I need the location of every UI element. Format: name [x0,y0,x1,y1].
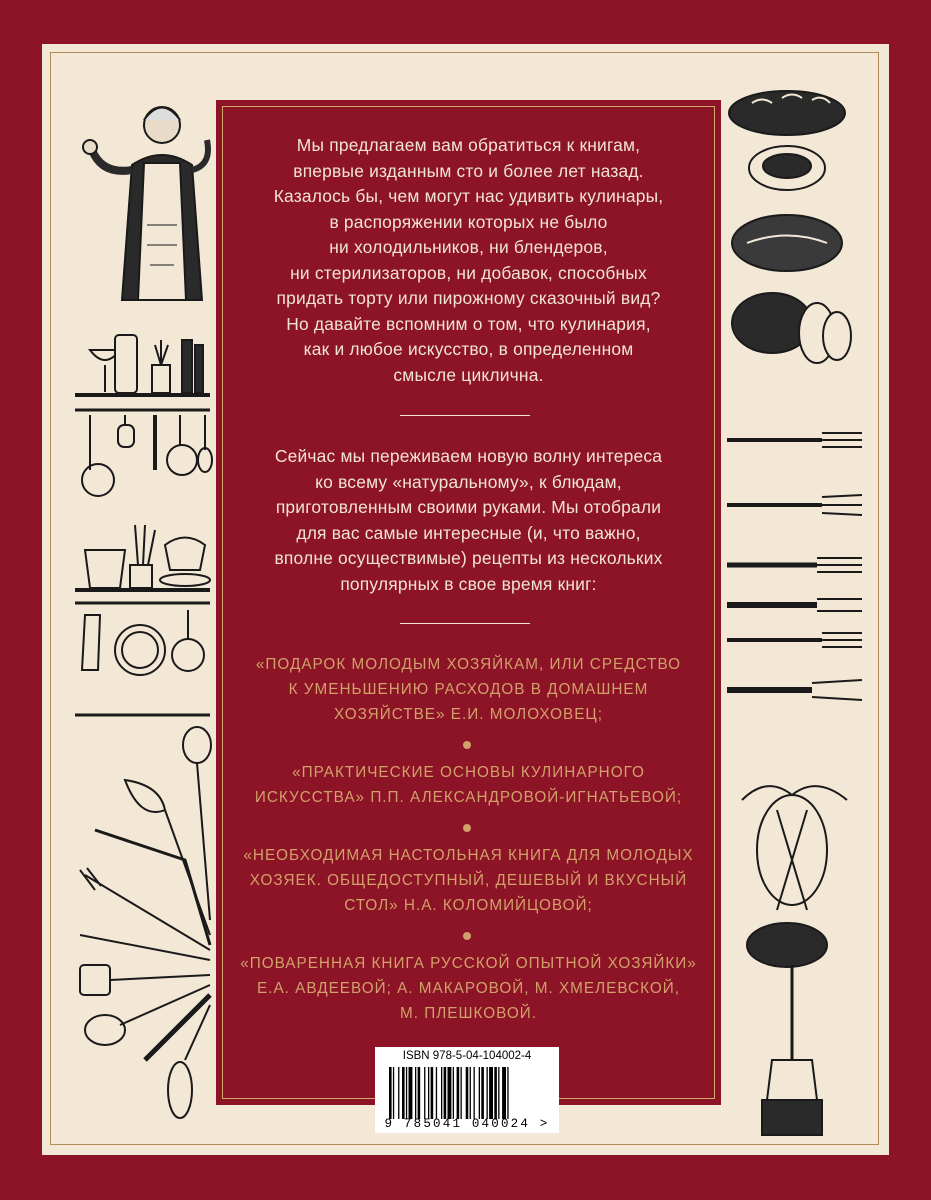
book-line: ИСКУССТВА» П.П. АЛЕКСАНДРОВОЙ-ИГНАТЬЕВОЙ; [254,789,683,806]
text-line: впервые изданным сто и более лет назад. [293,160,644,181]
book-line: «ПРАКТИЧЕСКИЕ ОСНОВЫ КУЛИНАРНОГО [292,764,645,781]
fish-platter-icon [722,760,872,1140]
kitchen-shelf-icon [70,320,215,720]
book-entry [222,652,715,727]
book-line: ХОЗЯЕК. ОБЩЕДОСТУПНЫЙ, ДЕШЕВЫЙ И ВКУСНЫЙ [249,872,688,889]
text-line: смысле циклична. [393,364,544,385]
book-line: ХОЗЯЙСТВЕ» Е.И. МОЛОХОВЕЦ; [334,706,603,723]
book-line: СТОЛ» Н.А. КОЛОМИЙЦОВОЙ; [344,897,593,914]
text-line: приготовленным своими руками. Мы отобрали [275,497,662,517]
book-line: «ПОДАРОК МОЛОДЫМ ХОЗЯЙКАМ, ИЛИ СРЕДСТВО [255,656,682,673]
book-entry [222,951,715,1026]
text-line: в распоряжении которых не было [329,211,608,232]
bread-loaf-icon [722,78,862,378]
text-line: Казалось бы, чем могут нас удивить кулинары, [273,186,664,206]
cook-woman-icon [62,95,212,305]
intro-paragraph [222,133,715,388]
isbn-label: ISBN 978-5-04-104002-4 [402,1050,532,1062]
isbn-barcode [375,1047,559,1133]
book-line: М. ПЛЕШКОВОЙ. [400,1005,537,1022]
second-paragraph [222,444,715,597]
bullet-dot [463,824,471,832]
text-line: Мы предлагаем вам обратиться к книгам, [296,135,641,155]
book-line: Е.А. АВДЕЕВОЙ; А. МАКАРОВОЙ, М. ХМЕЛЕВСКОЙ, [257,980,680,997]
divider-rule [400,623,530,624]
text-line: ни стерилизаторов, ни добавок, способных [290,262,647,283]
text-line: Но давайте вспомним о том, что кулинария, [286,313,651,334]
text-line: как и любое искусство, в определенном [303,339,634,359]
divider-rule [400,415,530,416]
bullet-dot [463,741,471,749]
ean-digits: 9 785041 040024 > [384,1117,550,1131]
text-line: вполне осуществимые) рецепты из нескольких [274,548,663,568]
text-line: придать торту или пирожному сказочный вид? [276,288,661,308]
book-entry [222,843,715,918]
book-entry [222,760,715,810]
bullet-dot [463,932,471,940]
text-line: для вас самые интересные (и, что важно, [296,522,641,543]
book-line: «ПОВАРЕННАЯ КНИГА РУССКОЙ ОПЫТНОЙ ХОЗЯЙКИ» [240,955,697,972]
book-line: К УМЕНЬШЕНИЮ РАСХОДОВ В ДОМАШНЕМ [288,681,649,698]
book-line: «НЕОБХОДИМАЯ НАСТОЛЬНАЯ КНИГА ДЛЯ МОЛОДЫХ [243,847,694,864]
text-line: ни холодильников, ни блендеров, [329,237,608,257]
barcode-bars-icon [389,1067,549,1119]
utensils-fan-icon [65,720,215,1150]
text-line: Сейчас мы переживаем новую волну интереса [274,446,663,466]
text-line: популярных в свое время книг: [340,573,597,594]
forks-icon [722,425,867,725]
text-line: ко всему «натуральному», к блюдам, [315,471,622,492]
